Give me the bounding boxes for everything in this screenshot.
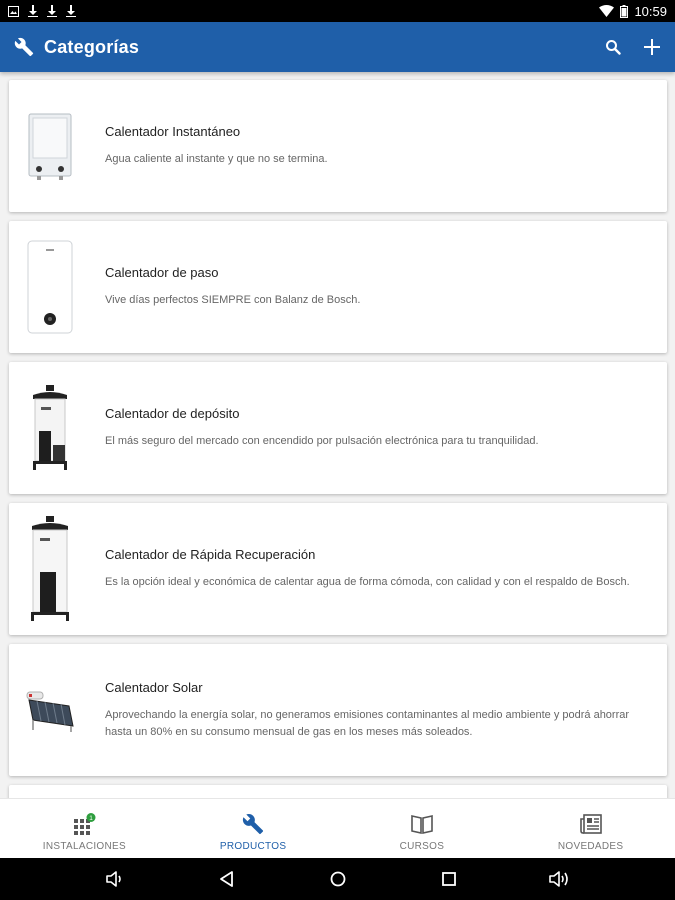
category-title: Calentador de paso [105,265,219,280]
book-icon [410,813,434,835]
category-card-paso[interactable] [9,221,667,353]
solar-heater-image [25,660,75,760]
page-title: Categorías [44,36,140,57]
system-navigation-bar [0,858,675,900]
nav-productos[interactable] [169,799,338,858]
volume-up-icon[interactable] [540,864,580,894]
nav-label: PRODUCTOS [219,841,287,852]
wrench-icon [14,37,34,57]
status-time: 10:59 [634,3,667,19]
category-list[interactable] [0,72,675,798]
tankless-heater-image [25,237,75,337]
volume-down-icon[interactable] [96,864,136,894]
nav-label: NOVEDADES [557,841,624,852]
download-notification-icon [47,5,57,17]
category-card-rapida-recuperacion[interactable] [9,503,667,635]
category-title: Calentador de depósito [105,406,240,421]
nav-cursos[interactable] [338,799,507,858]
nav-instalaciones[interactable] [0,799,169,858]
category-description: Es la opción ideal y económica de calentar agua de forma cómoda, con calidad y con el respaldo de Bosch. [105,576,630,588]
nav-label: INSTALACIONES [42,841,126,852]
category-description: Aprovechando la energía solar, no generamos emisiones contaminantes al medio ambiente y podrá ahorrar hasta un 80% en su consumo mensual de gas en los meses más soleados. [105,708,630,738]
category-description: Agua caliente al instante y que no se termina. [105,153,328,165]
status-bar [0,0,675,22]
notification-icons [8,5,76,17]
instant-heater-image [25,96,75,196]
download-notification-icon [28,5,38,17]
category-card-instantaneo[interactable] [9,80,667,212]
category-card-partial[interactable] [9,785,667,798]
category-title: Calentador Instantáneo [105,124,241,139]
category-title: Calentador de Rápida Recuperación [105,547,316,562]
newspaper-icon [579,813,603,835]
nav-novedades[interactable] [506,799,675,858]
search-icon[interactable] [605,39,621,55]
tank-heater-image [25,378,75,478]
category-card-deposito[interactable] [9,362,667,494]
wrench-icon [242,813,264,835]
category-title: Calentador Solar [105,679,203,695]
category-description: El más seguro del mercado con encendido por pulsación electrónica para tu tranquilidad. [105,435,539,447]
gallery-notification-icon [8,6,19,17]
home-icon[interactable] [318,864,358,894]
app-bar [0,22,675,72]
back-icon[interactable] [207,864,247,894]
add-icon[interactable] [643,38,661,56]
fast-recovery-heater-image [25,519,75,619]
category-card-solar[interactable] [9,644,667,776]
battery-icon [620,5,628,18]
recents-icon[interactable] [429,864,469,894]
category-description: Vive días perfectos SIEMPRE con Balanz de Bosch. [105,294,361,306]
wifi-icon [599,5,614,17]
nav-label: CURSOS [399,841,445,852]
notification-badge: 1 [89,815,94,822]
bottom-navigation [0,798,675,858]
download-notification-icon [66,5,76,17]
grid-icon [72,813,96,835]
